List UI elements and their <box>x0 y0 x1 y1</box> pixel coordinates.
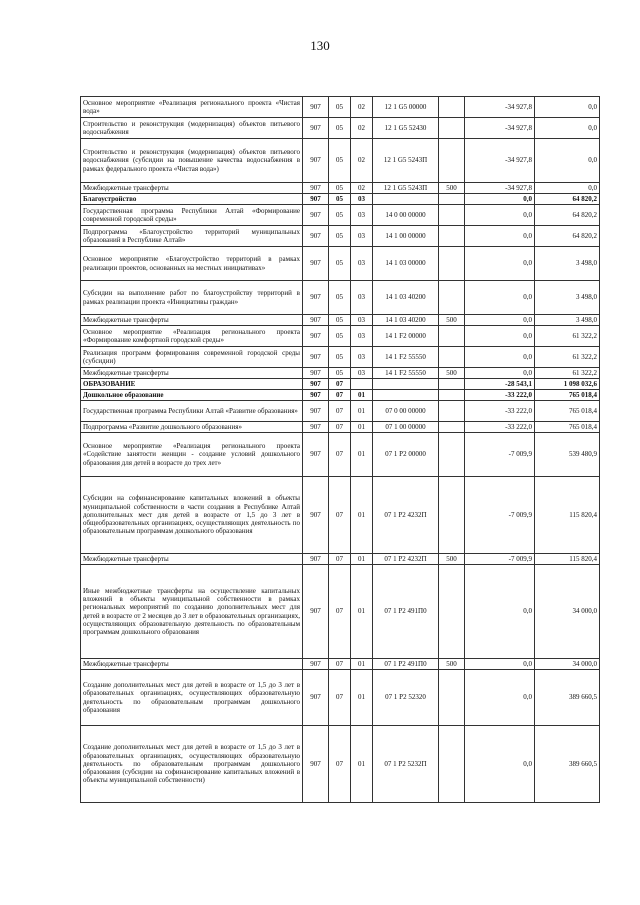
cell-expense-type <box>439 422 465 433</box>
cell-total-amount: 3 498,0 <box>535 281 600 315</box>
cell-name: Государственная программа Республики Алтай «Развитие образования» <box>81 401 303 422</box>
cell-admin-code: 907 <box>303 422 329 433</box>
cell-target-article: 07 1 P2 4232П <box>373 554 439 565</box>
cell-target-article: 14 1 F2 00000 <box>373 326 439 347</box>
cell-subsection: 01 <box>351 670 373 726</box>
cell-section: 05 <box>329 347 351 368</box>
cell-admin-code: 907 <box>303 390 329 401</box>
cell-section: 07 <box>329 659 351 670</box>
cell-expense-type <box>439 726 465 803</box>
table-row <box>81 281 600 315</box>
cell-admin-code: 907 <box>303 670 329 726</box>
cell-name: ОБРАЗОВАНИЕ <box>81 379 303 390</box>
table-row <box>81 477 600 554</box>
cell-expense-type <box>439 379 465 390</box>
cell-total-amount: 64 820,2 <box>535 226 600 247</box>
cell-change-amount: 0,0 <box>465 670 535 726</box>
table-body <box>81 97 600 803</box>
cell-admin-code: 907 <box>303 194 329 205</box>
cell-change-amount: -34 927,8 <box>465 139 535 183</box>
table-row <box>81 97 600 118</box>
cell-expense-type <box>439 205 465 226</box>
cell-change-amount: -34 927,8 <box>465 183 535 194</box>
cell-total-amount: 115 820,4 <box>535 477 600 554</box>
cell-admin-code: 907 <box>303 281 329 315</box>
cell-subsection: 03 <box>351 247 373 281</box>
cell-section: 07 <box>329 477 351 554</box>
table-row <box>81 118 600 139</box>
table-row <box>81 401 600 422</box>
table-row <box>81 194 600 205</box>
cell-section: 05 <box>329 226 351 247</box>
cell-section: 05 <box>329 194 351 205</box>
cell-change-amount: 0,0 <box>465 326 535 347</box>
cell-admin-code: 907 <box>303 118 329 139</box>
cell-total-amount: 34 000,0 <box>535 659 600 670</box>
cell-admin-code: 907 <box>303 97 329 118</box>
cell-change-amount: 0,0 <box>465 368 535 379</box>
cell-admin-code: 907 <box>303 433 329 477</box>
cell-target-article: 14 0 00 00000 <box>373 205 439 226</box>
cell-expense-type <box>439 477 465 554</box>
table-row <box>81 315 600 326</box>
cell-section: 05 <box>329 315 351 326</box>
cell-admin-code: 907 <box>303 379 329 390</box>
cell-total-amount: 389 660,5 <box>535 726 600 803</box>
cell-total-amount: 539 480,9 <box>535 433 600 477</box>
cell-total-amount: 389 660,5 <box>535 670 600 726</box>
cell-subsection <box>351 379 373 390</box>
cell-subsection: 01 <box>351 433 373 477</box>
cell-admin-code: 907 <box>303 226 329 247</box>
cell-expense-type <box>439 565 465 659</box>
cell-subsection: 02 <box>351 118 373 139</box>
cell-name: Строительство и реконструкция (модернизация) объектов питьевого водоснабжения <box>81 118 303 139</box>
table-row <box>81 670 600 726</box>
cell-change-amount: 0,0 <box>465 315 535 326</box>
cell-total-amount: 765 018,4 <box>535 422 600 433</box>
cell-change-amount: -7 009,9 <box>465 554 535 565</box>
cell-target-article: 14 1 F2 55550 <box>373 347 439 368</box>
cell-target-article <box>373 194 439 205</box>
cell-name: Создание дополнительных мест для детей в возрасте от 1,5 до 3 лет в образовательных организациях, осуществляющих образовательную деятельность по образовательным программам дошкольного образования (субсидии на софинансирование капитальных вложений в объекты муниципальной собственности) <box>81 726 303 803</box>
cell-subsection: 01 <box>351 565 373 659</box>
cell-total-amount: 61 322,2 <box>535 368 600 379</box>
cell-change-amount: 0,0 <box>465 194 535 205</box>
cell-section: 05 <box>329 326 351 347</box>
table-row <box>81 368 600 379</box>
cell-subsection: 03 <box>351 315 373 326</box>
cell-section: 07 <box>329 401 351 422</box>
cell-expense-type <box>439 118 465 139</box>
cell-total-amount: 3 498,0 <box>535 315 600 326</box>
cell-target-article: 14 1 03 00000 <box>373 247 439 281</box>
cell-section: 07 <box>329 379 351 390</box>
cell-subsection: 02 <box>351 97 373 118</box>
cell-section: 05 <box>329 139 351 183</box>
cell-subsection: 01 <box>351 554 373 565</box>
cell-name: Основное мероприятие «Реализация регионального проекта «Чистая вода» <box>81 97 303 118</box>
cell-section: 07 <box>329 554 351 565</box>
cell-subsection: 03 <box>351 368 373 379</box>
cell-section: 05 <box>329 281 351 315</box>
cell-change-amount: 0,0 <box>465 659 535 670</box>
cell-name: Дошкольное образование <box>81 390 303 401</box>
cell-section: 07 <box>329 422 351 433</box>
cell-total-amount: 61 322,2 <box>535 347 600 368</box>
cell-total-amount: 34 000,0 <box>535 565 600 659</box>
cell-target-article: 14 1 03 40200 <box>373 315 439 326</box>
cell-name: Межбюджетные трансферты <box>81 659 303 670</box>
cell-name: Создание дополнительных мест для детей в возрасте от 1,5 до 3 лет в образовательных организациях, осуществляющих образовательную деятельность по образовательным программам дошкольного образования <box>81 670 303 726</box>
cell-section: 07 <box>329 433 351 477</box>
cell-expense-type: 500 <box>439 315 465 326</box>
cell-admin-code: 907 <box>303 565 329 659</box>
cell-section: 07 <box>329 726 351 803</box>
cell-section: 05 <box>329 247 351 281</box>
table-row <box>81 433 600 477</box>
cell-name: Субсидии на выполнение работ по благоустройству территорий в рамках реализации проекта «Инициативы граждан» <box>81 281 303 315</box>
cell-admin-code: 907 <box>303 183 329 194</box>
cell-target-article <box>373 379 439 390</box>
cell-name: Субсидии на софинансирование капитальных вложений в объекты муниципальной собственности в части создания в Республике Алтай дополнительных мест для детей в возрасте от 1,5 до 3 лет в общеобразовательных организациях, осуществляющих деятельность по образовательным программам дошкольного образования <box>81 477 303 554</box>
cell-expense-type <box>439 226 465 247</box>
cell-expense-type: 500 <box>439 183 465 194</box>
cell-change-amount: -34 927,8 <box>465 97 535 118</box>
table-row <box>81 422 600 433</box>
cell-change-amount: 0,0 <box>465 281 535 315</box>
cell-change-amount: -34 927,8 <box>465 118 535 139</box>
cell-total-amount: 0,0 <box>535 183 600 194</box>
cell-expense-type: 500 <box>439 368 465 379</box>
table-row <box>81 326 600 347</box>
cell-expense-type: 500 <box>439 554 465 565</box>
cell-target-article: 12 1 G5 5243П <box>373 183 439 194</box>
cell-name: Реализация программ формирования современной городской среды (субсидии) <box>81 347 303 368</box>
table-row <box>81 226 600 247</box>
cell-name: Основное мероприятие «Реализация регионального проекта «Содействие занятости женщин - создание условий дошкольного образования для детей в возрасте до трех лет» <box>81 433 303 477</box>
cell-target-article: 12 1 G5 00000 <box>373 97 439 118</box>
cell-change-amount: 0,0 <box>465 226 535 247</box>
table-row <box>81 347 600 368</box>
table-row <box>81 247 600 281</box>
cell-name: Подпрограмма «Благоустройство территорий муниципальных образований в Республике Алтай» <box>81 226 303 247</box>
cell-admin-code: 907 <box>303 477 329 554</box>
cell-target-article: 07 1 P2 5232П <box>373 726 439 803</box>
table-row <box>81 139 600 183</box>
cell-change-amount: -7 009,9 <box>465 433 535 477</box>
cell-change-amount: 0,0 <box>465 347 535 368</box>
cell-total-amount: 0,0 <box>535 139 600 183</box>
cell-expense-type <box>439 401 465 422</box>
cell-admin-code: 907 <box>303 315 329 326</box>
cell-expense-type <box>439 247 465 281</box>
table-row <box>81 379 600 390</box>
cell-total-amount: 3 498,0 <box>535 247 600 281</box>
table-row <box>81 726 600 803</box>
cell-target-article: 14 1 00 00000 <box>373 226 439 247</box>
cell-target-article: 07 0 00 00000 <box>373 401 439 422</box>
cell-target-article: 12 1 G5 5243П <box>373 139 439 183</box>
cell-total-amount: 115 820,4 <box>535 554 600 565</box>
cell-subsection: 03 <box>351 281 373 315</box>
cell-target-article: 14 1 F2 55550 <box>373 368 439 379</box>
cell-subsection: 01 <box>351 422 373 433</box>
cell-name: Подпрограмма «Развитие дошкольного образования» <box>81 422 303 433</box>
cell-subsection: 03 <box>351 194 373 205</box>
cell-subsection: 01 <box>351 726 373 803</box>
cell-expense-type: 500 <box>439 659 465 670</box>
cell-change-amount: -7 009,9 <box>465 477 535 554</box>
cell-subsection: 02 <box>351 139 373 183</box>
cell-name: Межбюджетные трансферты <box>81 183 303 194</box>
cell-section: 07 <box>329 670 351 726</box>
cell-name: Государственная программа Республики Алтай «Формирование современной городской среды» <box>81 205 303 226</box>
cell-subsection: 01 <box>351 477 373 554</box>
table-row <box>81 554 600 565</box>
cell-section: 05 <box>329 97 351 118</box>
cell-total-amount: 64 820,2 <box>535 205 600 226</box>
cell-target-article: 07 1 P2 491П0 <box>373 659 439 670</box>
cell-admin-code: 907 <box>303 554 329 565</box>
cell-change-amount: 0,0 <box>465 726 535 803</box>
table-row <box>81 659 600 670</box>
cell-name: Основное мероприятие «Благоустройство территорий в рамках реализации проектов, основанных на местных инициативах» <box>81 247 303 281</box>
cell-total-amount: 765 018,4 <box>535 401 600 422</box>
cell-admin-code: 907 <box>303 726 329 803</box>
cell-admin-code: 907 <box>303 401 329 422</box>
table-row <box>81 565 600 659</box>
cell-name: Основное мероприятие «Реализация регионального проекта «Формирование комфортной городской среды» <box>81 326 303 347</box>
cell-target-article: 07 1 P2 00000 <box>373 433 439 477</box>
cell-name: Благоустройство <box>81 194 303 205</box>
cell-section: 05 <box>329 205 351 226</box>
cell-total-amount: 1 098 032,6 <box>535 379 600 390</box>
cell-target-article: 12 1 G5 52430 <box>373 118 439 139</box>
cell-section: 07 <box>329 565 351 659</box>
cell-target-article: 07 1 P2 52320 <box>373 670 439 726</box>
cell-total-amount: 0,0 <box>535 97 600 118</box>
cell-name: Иные межбюджетные трансферты на осуществление капитальных вложений в объекты муниципальной собственности в рамках региональных мероприятий по созданию дополнительных мест для детей в возрасте от 2 месяцев до 3 лет в образовательных организациях, осуществляющих образовательную деятельность по образовательным программам дошкольного образования <box>81 565 303 659</box>
cell-expense-type <box>439 390 465 401</box>
cell-subsection: 03 <box>351 226 373 247</box>
cell-admin-code: 907 <box>303 368 329 379</box>
cell-subsection: 01 <box>351 390 373 401</box>
cell-expense-type <box>439 347 465 368</box>
cell-change-amount: -33 222,0 <box>465 401 535 422</box>
cell-subsection: 03 <box>351 205 373 226</box>
cell-expense-type <box>439 433 465 477</box>
cell-name: Межбюджетные трансферты <box>81 315 303 326</box>
cell-expense-type <box>439 281 465 315</box>
cell-name: Строительство и реконструкция (модернизация) объектов питьевого водоснабжения (субсидии на повышение качества водоснабжения в рамках федерального проекта «Чистая вода») <box>81 139 303 183</box>
cell-subsection: 03 <box>351 347 373 368</box>
table-row <box>81 183 600 194</box>
table-row <box>81 390 600 401</box>
cell-expense-type <box>439 670 465 726</box>
cell-admin-code: 907 <box>303 659 329 670</box>
cell-total-amount: 0,0 <box>535 118 600 139</box>
cell-section: 05 <box>329 368 351 379</box>
cell-change-amount: -33 222,0 <box>465 390 535 401</box>
cell-total-amount: 765 018,4 <box>535 390 600 401</box>
cell-section: 07 <box>329 390 351 401</box>
cell-name: Межбюджетные трансферты <box>81 554 303 565</box>
cell-subsection: 01 <box>351 401 373 422</box>
cell-admin-code: 907 <box>303 347 329 368</box>
cell-change-amount: -28 543,1 <box>465 379 535 390</box>
cell-change-amount: -33 222,0 <box>465 422 535 433</box>
cell-admin-code: 907 <box>303 139 329 183</box>
cell-section: 05 <box>329 118 351 139</box>
cell-target-article: 14 1 03 40200 <box>373 281 439 315</box>
table-row <box>81 205 600 226</box>
cell-expense-type <box>439 97 465 118</box>
cell-admin-code: 907 <box>303 326 329 347</box>
cell-section: 05 <box>329 183 351 194</box>
cell-target-article: 07 1 P2 4232П <box>373 477 439 554</box>
cell-total-amount: 64 820,2 <box>535 194 600 205</box>
cell-target-article <box>373 390 439 401</box>
cell-total-amount: 61 322,2 <box>535 326 600 347</box>
cell-change-amount: 0,0 <box>465 565 535 659</box>
cell-change-amount: 0,0 <box>465 205 535 226</box>
cell-target-article: 07 1 00 00000 <box>373 422 439 433</box>
cell-expense-type <box>439 194 465 205</box>
cell-expense-type <box>439 326 465 347</box>
cell-subsection: 02 <box>351 183 373 194</box>
budget-table <box>80 96 600 803</box>
cell-subsection: 01 <box>351 659 373 670</box>
cell-subsection: 03 <box>351 326 373 347</box>
cell-change-amount: 0,0 <box>465 247 535 281</box>
cell-admin-code: 907 <box>303 205 329 226</box>
cell-target-article: 07 1 P2 491П0 <box>373 565 439 659</box>
cell-admin-code: 907 <box>303 247 329 281</box>
page-number: 130 <box>310 38 330 53</box>
cell-expense-type <box>439 139 465 183</box>
cell-name: Межбюджетные трансферты <box>81 368 303 379</box>
